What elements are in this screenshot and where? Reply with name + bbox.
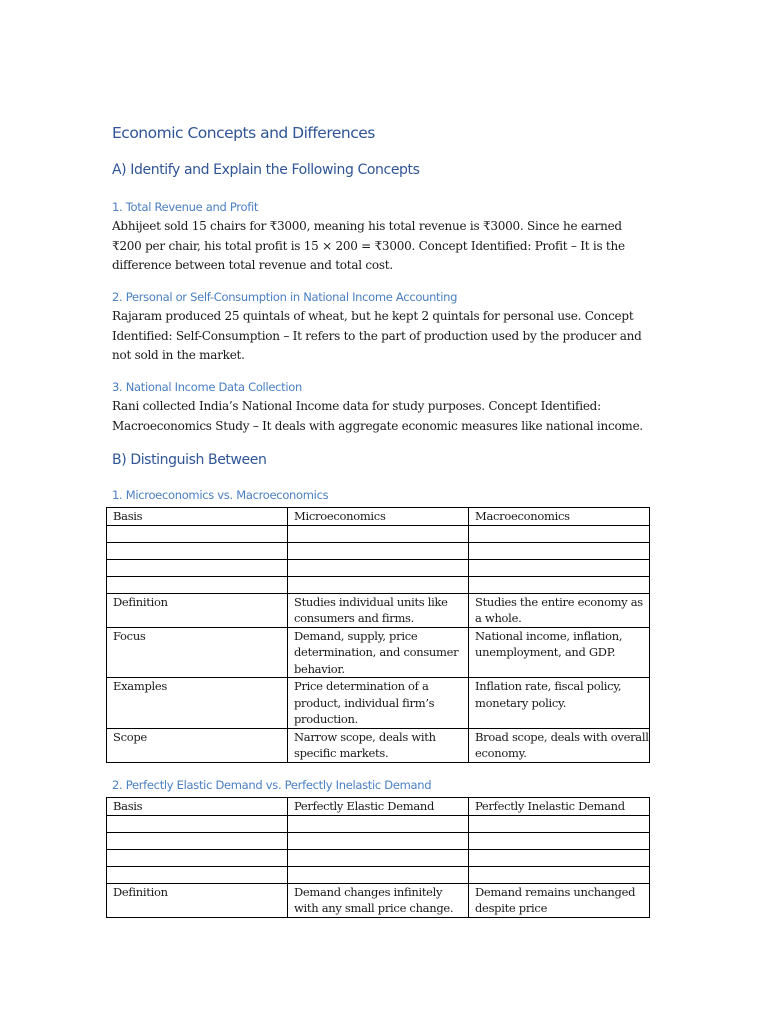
section-b-heading: B) Distinguish Between	[112, 452, 267, 468]
section-a-heading: A) Identify and Explain the Following Concepts	[112, 162, 420, 178]
header-cell-micro: Microeconomics	[288, 508, 469, 526]
blank-row	[107, 576, 650, 593]
table-cell: Demand, supply, price determination, and consumer behavior.	[288, 627, 469, 678]
concept-2-heading: 2. Personal or Self-Consumption in National Income Accounting	[112, 290, 458, 304]
blank-row	[107, 849, 650, 866]
blank-row	[107, 559, 650, 576]
header-cell-basis: Basis	[107, 508, 288, 526]
concept-3-heading: 3. National Income Data Collection	[112, 380, 302, 394]
blank-row	[107, 815, 650, 832]
table-cell: Narrow scope, deals with specific markets.	[288, 728, 469, 762]
table-cell: Price determination of a product, individual firm’s production.	[288, 678, 469, 729]
micro-macro-table	[106, 507, 650, 763]
table-cell: National income, inflation, unemployment, and GDP.	[469, 627, 650, 678]
blank-row	[107, 542, 650, 559]
concept-2-text: Rajaram produced 25 quintals of wheat, but he kept 2 quintals for personal use. Concept Identified: Self-Consumption – It refers to the part of production used by the producer and not sold in the market.	[112, 309, 642, 362]
table-row	[107, 883, 650, 917]
document-title: Economic Concepts and Differences	[112, 124, 375, 142]
table-cell: Demand changes infinitely with any small price change.	[288, 883, 469, 917]
table-cell: Demand remains unchanged despite price	[469, 883, 650, 917]
elastic-inelastic-table	[106, 797, 650, 918]
table-header-row	[107, 508, 650, 526]
header-cell-basis: Basis	[107, 798, 288, 816]
concept-3-text: Rani collected India’s National Income data for study purposes. Concept Identified: Macroeconomics Study – It deals with aggregate economic measures like national income.	[112, 399, 643, 433]
blank-row	[107, 832, 650, 849]
concept-1-text: Abhijeet sold 15 chairs for ₹3000, meaning his total revenue is ₹3000. Since he earned ₹200 per chair, his total profit is 15 × 200 = ₹3000. Concept Identified: Profit – It is the difference between total revenue and total cost.	[112, 219, 625, 272]
table-cell: Inflation rate, fiscal policy, monetary policy.	[469, 678, 650, 729]
table-1-heading: 1. Microeconomics vs. Macroeconomics	[112, 488, 329, 502]
table-2-heading: 2. Perfectly Elastic Demand vs. Perfectly Inelastic Demand	[112, 778, 432, 792]
table-cell: Definition	[107, 593, 288, 627]
header-cell-inelastic: Perfectly Inelastic Demand	[469, 798, 650, 816]
blank-row	[107, 525, 650, 542]
table-cell: Focus	[107, 627, 288, 678]
concept-1-heading: 1. Total Revenue and Profit	[112, 200, 259, 214]
table-cell: Studies the entire economy as a whole.	[469, 593, 650, 627]
table-row	[107, 728, 650, 762]
table-header-row	[107, 798, 650, 816]
table-cell: Studies individual units like consumers and firms.	[288, 593, 469, 627]
table-row	[107, 627, 650, 678]
table-cell: Broad scope, deals with overall economy.	[469, 728, 650, 762]
table-cell: Scope	[107, 728, 288, 762]
blank-row	[107, 866, 650, 883]
table-row	[107, 678, 650, 729]
table-row	[107, 593, 650, 627]
table-cell: Examples	[107, 678, 288, 729]
header-cell-elastic: Perfectly Elastic Demand	[288, 798, 469, 816]
header-cell-macro: Macroeconomics	[469, 508, 650, 526]
table-cell: Definition	[107, 883, 288, 917]
